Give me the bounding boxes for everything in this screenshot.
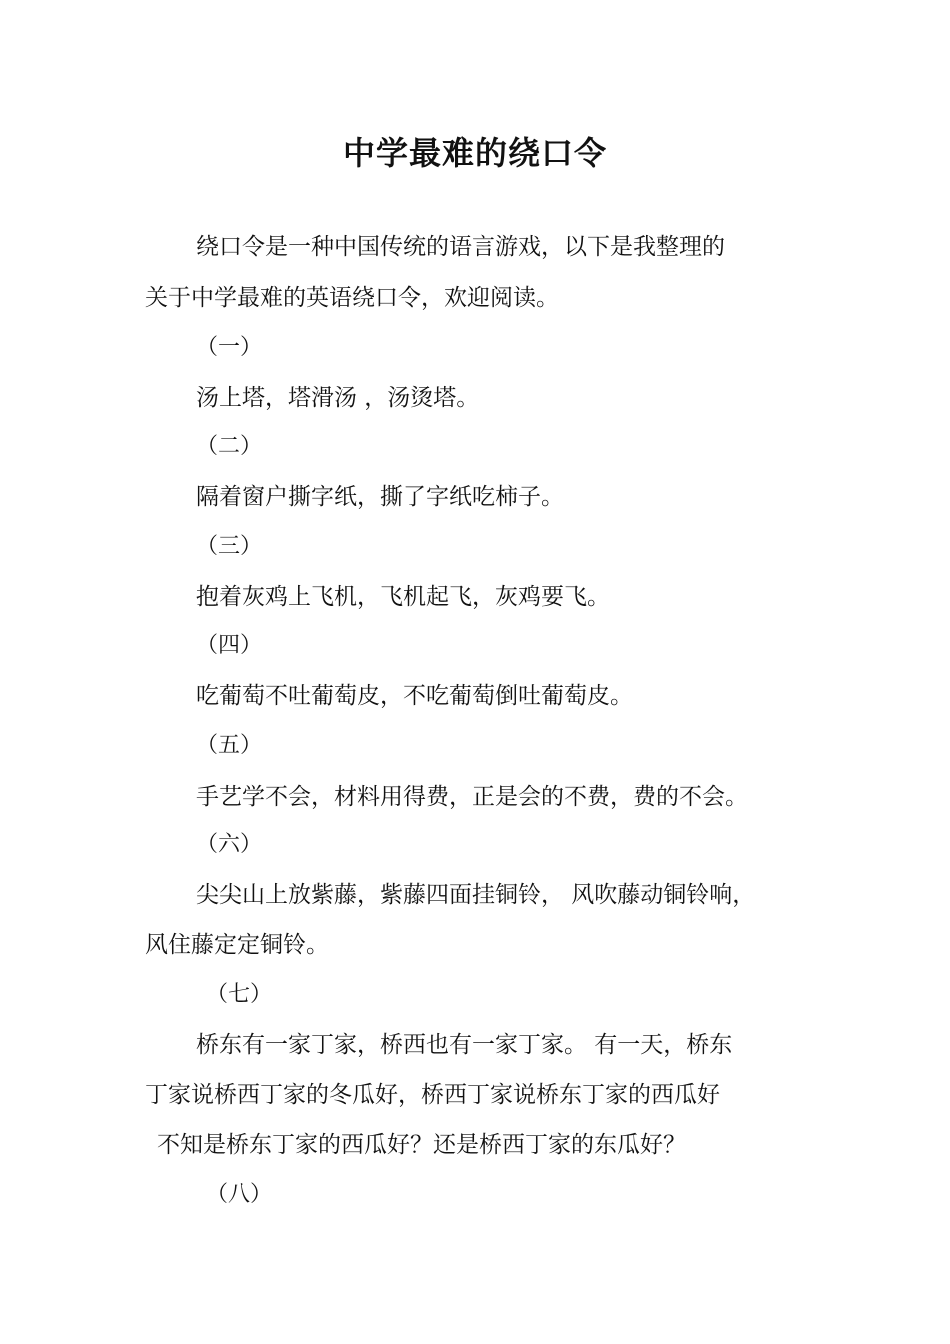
section-text-6-line-2: 风住藤定定铜铃。 (145, 932, 329, 958)
section-text-1: 汤上塔，塔滑汤 ，汤烫塔。 (196, 385, 480, 411)
section-text-5: 手艺学不会，材料用得费，正是会的不费，费的不会。 (196, 784, 748, 810)
section-label-1: （一） (196, 335, 263, 360)
section-text-7-line-3: 不知是桥东丁家的西瓜好？还是桥西丁家的东瓜好？ (157, 1132, 686, 1158)
section-label-8: （八） (206, 1182, 273, 1207)
section-label-5: （五） (196, 733, 263, 758)
intro-line-2: 关于中学最难的英语绕口令，欢迎阅读。 (145, 285, 559, 311)
section-label-7: （七） (206, 982, 273, 1007)
document-title: 中学最难的绕口令 (342, 134, 607, 172)
section-label-6: （六） (196, 832, 263, 857)
section-label-3: （三） (196, 534, 263, 559)
section-text-2: 隔着窗户撕字纸，撕了字纸吃柿子。 (196, 484, 564, 510)
section-text-3: 抱着灰鸡上飞机，飞机起飞，灰鸡要飞。 (196, 584, 610, 610)
section-text-6-line-1: 尖尖山上放紫藤，紫藤四面挂铜铃， 风吹藤动铜铃响， (196, 882, 756, 908)
section-text-7-line-1: 桥东有一家丁家，桥西也有一家丁家。 有一天，桥东 (196, 1032, 733, 1058)
section-text-7-line-2: 丁家说桥西丁家的冬瓜好，桥西丁家说桥东丁家的西瓜好 (145, 1082, 720, 1108)
section-text-4: 吃葡萄不吐葡萄皮，不吃葡萄倒吐葡萄皮。 (196, 683, 633, 709)
section-label-4: （四） (196, 633, 263, 658)
section-label-2: （二） (196, 434, 263, 459)
intro-line-1: 绕口令是一种中国传统的语言游戏，以下是我整理的 (196, 234, 725, 260)
